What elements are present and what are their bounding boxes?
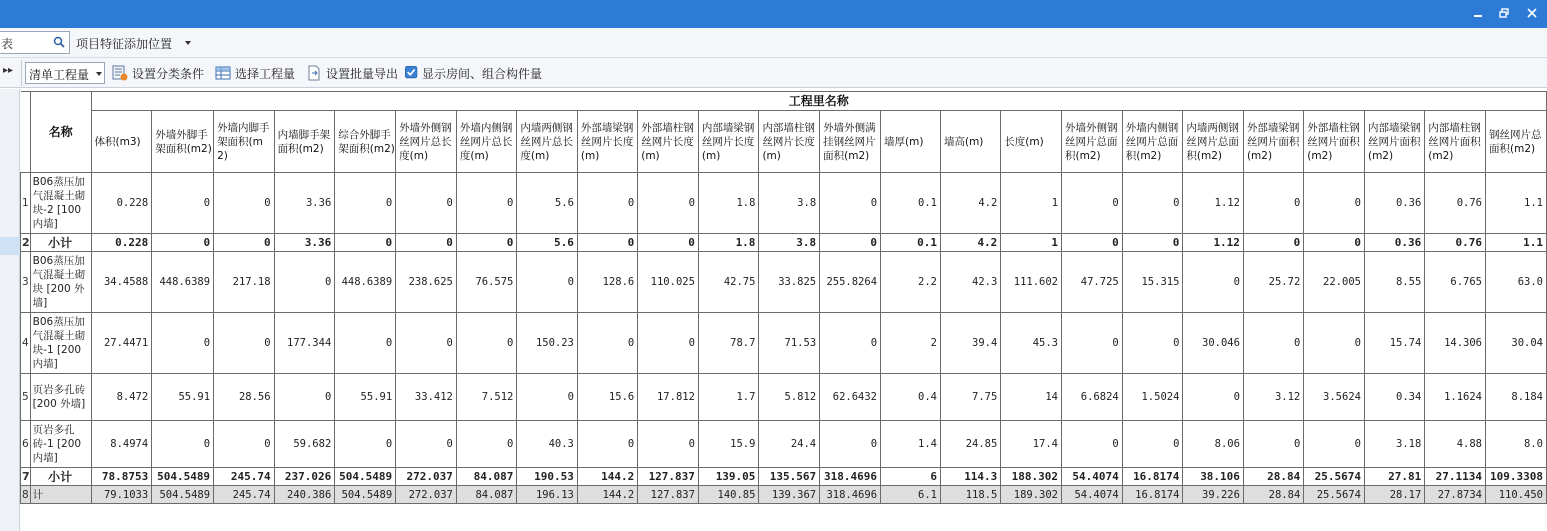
quantity-cell[interactable]: 0	[1243, 173, 1303, 234]
quantity-cell[interactable]: 245.74	[214, 468, 275, 486]
quantity-cell[interactable]: 54.4074	[1062, 486, 1123, 504]
quantity-cell[interactable]: 2.2	[881, 252, 941, 313]
quantity-cell[interactable]: 28.56	[214, 374, 275, 421]
quantity-cell[interactable]: 0	[1243, 313, 1303, 374]
quantity-cell[interactable]: 5.6	[517, 173, 578, 234]
search-icon[interactable]	[53, 36, 65, 48]
quantity-cell[interactable]: 8.4974	[91, 421, 152, 468]
header-row-columns	[21, 111, 1547, 173]
column-header[interactable]: 外部墙梁钢丝网片面积(m2)	[1243, 111, 1303, 173]
quantity-cell[interactable]: 0.34	[1364, 374, 1424, 421]
column-header[interactable]: 墙高(m)	[940, 111, 1000, 173]
quantity-cell[interactable]: 71.53	[759, 313, 820, 374]
quantity-cell[interactable]: 25.5674	[1304, 486, 1365, 504]
quantity-cell[interactable]: 0	[1183, 252, 1244, 313]
quantity-cell[interactable]: 0	[396, 421, 457, 468]
quantity-type-select[interactable]	[25, 62, 105, 84]
quantity-cell[interactable]: 139.367	[759, 486, 820, 504]
row-name-cell[interactable]: 页岩多孔砖 [200 外墙]	[30, 374, 91, 421]
quantity-cell[interactable]: 84.087	[456, 486, 517, 504]
quantity-cell[interactable]: 4.88	[1425, 421, 1486, 468]
quantity-cell[interactable]: 62.6432	[820, 374, 881, 421]
column-header[interactable]: 内部墙梁钢丝网片长度(m)	[698, 111, 759, 173]
quantity-cell[interactable]: 0	[335, 173, 396, 234]
quantity-cell[interactable]: 0	[820, 421, 881, 468]
row-name-cell[interactable]: B06蒸压加气混凝土砌块 [200 外墙]	[30, 252, 91, 313]
quantity-cell[interactable]: 63.0	[1486, 252, 1547, 313]
category-settings-icon	[112, 65, 128, 81]
quantity-table	[20, 91, 1547, 504]
quantity-cell[interactable]: 8.0	[1486, 421, 1547, 468]
quantity-cell[interactable]: 14.306	[1425, 313, 1486, 374]
row-number[interactable]: 5	[21, 374, 31, 421]
close-icon	[1527, 8, 1537, 18]
quantity-cell[interactable]: 47.725	[1062, 252, 1123, 313]
quantity-cell[interactable]: 0	[1243, 234, 1303, 252]
quantity-cell[interactable]: 15.315	[1122, 252, 1183, 313]
quantity-cell[interactable]: 39.226	[1183, 486, 1244, 504]
table-row[interactable]	[21, 374, 1547, 421]
quantity-cell[interactable]: 8.06	[1183, 421, 1244, 468]
quantity-toolbar	[0, 58, 1547, 88]
checkbox-checked-icon[interactable]	[405, 66, 419, 80]
column-header[interactable]: 体积(m3)	[91, 111, 152, 173]
table-row[interactable]	[21, 313, 1547, 374]
quantity-cell[interactable]: 27.81	[1364, 468, 1424, 486]
quantity-cell[interactable]: 0	[517, 374, 578, 421]
quantity-cell[interactable]: 55.91	[152, 374, 214, 421]
quantity-cell[interactable]: 217.18	[214, 252, 275, 313]
select-quantities-label: 选择工程量	[235, 66, 296, 81]
quantity-cell[interactable]: 245.74	[214, 486, 275, 504]
quantity-cell[interactable]: 0	[335, 313, 396, 374]
quantity-cell[interactable]: 8.184	[1486, 374, 1547, 421]
quantity-cell[interactable]: 27.1134	[1425, 468, 1486, 486]
quantity-cell[interactable]: 8.472	[91, 374, 152, 421]
quantity-group-header: 工程里名称	[91, 92, 1547, 111]
quantity-cell[interactable]: 17.4	[1001, 421, 1062, 468]
toolbar-divider	[21, 60, 22, 86]
quantity-cell[interactable]: 15.74	[1364, 313, 1424, 374]
export-icon	[306, 65, 322, 81]
minimize-button[interactable]	[1466, 4, 1490, 24]
quantity-cell[interactable]: 15.9	[698, 421, 759, 468]
quantity-cell[interactable]: 139.05	[698, 468, 759, 486]
column-header[interactable]: 内墙脚手架面积(m2)	[274, 111, 335, 173]
quantity-cell[interactable]: 0	[152, 421, 214, 468]
quantity-cell[interactable]: 78.7	[698, 313, 759, 374]
quantity-cell[interactable]: 0	[820, 234, 881, 252]
quantity-cell[interactable]: 0	[152, 173, 214, 234]
quantity-cell[interactable]: 1.1	[1486, 173, 1547, 234]
quantity-cell[interactable]: 135.567	[759, 468, 820, 486]
column-header[interactable]: 外部墙梁钢丝网片长度(m)	[577, 111, 637, 173]
quantity-cell[interactable]: 0	[335, 421, 396, 468]
select-quantities-button[interactable]	[215, 64, 295, 82]
quantity-cell[interactable]: 5.812	[759, 374, 820, 421]
column-header[interactable]: 墙厚(m)	[881, 111, 941, 173]
quantity-cell[interactable]: 140.85	[698, 486, 759, 504]
table-row[interactable]	[21, 421, 1547, 468]
quantity-cell[interactable]: 6.6824	[1062, 374, 1123, 421]
quantity-cell[interactable]: 22.005	[1304, 252, 1365, 313]
show-rooms-checkbox[interactable]	[405, 64, 542, 82]
column-header[interactable]: 外墙外脚手架面积(m2)	[152, 111, 214, 173]
quantity-cell[interactable]: 318.4696	[820, 468, 881, 486]
row-name-cell[interactable]: 小计	[30, 234, 91, 252]
quantity-cell[interactable]: 318.4696	[820, 486, 881, 504]
quantity-cell[interactable]: 6.765	[1425, 252, 1486, 313]
quantity-cell[interactable]: 2	[881, 313, 941, 374]
quantity-cell[interactable]: 0.36	[1364, 234, 1424, 252]
quantity-cell[interactable]: 504.5489	[152, 468, 214, 486]
quantity-cell[interactable]: 7.512	[456, 374, 517, 421]
quantity-cell[interactable]: 0	[638, 234, 699, 252]
set-batch-export-button[interactable]	[306, 64, 398, 82]
quantity-cell[interactable]: 4.2	[940, 173, 1000, 234]
quantity-cell[interactable]: 34.4588	[91, 252, 152, 313]
search-input[interactable]	[0, 31, 70, 54]
quantity-cell[interactable]: 3.18	[1364, 421, 1424, 468]
quantity-cell[interactable]: 0	[456, 173, 517, 234]
quantity-cell[interactable]: 42.75	[698, 252, 759, 313]
quantity-cell[interactable]: 3.8	[759, 234, 820, 252]
quantity-cell[interactable]: 272.037	[396, 486, 457, 504]
quantity-cell[interactable]: 0	[1062, 173, 1123, 234]
quantity-cell[interactable]: 84.087	[456, 468, 517, 486]
restore-button[interactable]	[1492, 4, 1516, 24]
column-header[interactable]: 外墙外侧满挂钢丝网片面积(m2)	[820, 111, 881, 173]
quantity-cell[interactable]: 0	[1183, 374, 1244, 421]
quantity-cell[interactable]: 0	[396, 173, 457, 234]
left-panel-gutter	[0, 89, 20, 531]
feature-position-dropdown[interactable]: 项目特征添加位置	[76, 37, 173, 51]
show-rooms-label: 显示房间、组合构件量	[422, 66, 543, 81]
column-header[interactable]: 外部墙柱钢丝网片面积(m2)	[1304, 111, 1365, 173]
quantity-cell[interactable]: 0	[577, 234, 637, 252]
quantity-cell[interactable]: 3.12	[1243, 374, 1303, 421]
row-number-header	[21, 92, 31, 173]
close-button[interactable]	[1520, 4, 1544, 24]
row-number[interactable]: 8	[21, 486, 31, 504]
quantity-cell[interactable]: 0	[335, 234, 396, 252]
column-header[interactable]: 内部墙梁钢丝网片面积(m2)	[1364, 111, 1424, 173]
quantity-cell[interactable]: 127.837	[638, 486, 699, 504]
quantity-cell[interactable]: 504.5489	[335, 468, 396, 486]
quantity-cell[interactable]: 78.8753	[91, 468, 152, 486]
quantity-cell[interactable]: 28.84	[1243, 486, 1303, 504]
quantity-cell[interactable]: 24.4	[759, 421, 820, 468]
quantity-cell[interactable]: 6	[881, 468, 941, 486]
quantity-cell[interactable]: 59.682	[274, 421, 335, 468]
quantity-cell[interactable]: 504.5489	[152, 486, 214, 504]
quantity-cell[interactable]: 0	[1304, 234, 1365, 252]
quantity-cell[interactable]: 0	[274, 374, 335, 421]
quantity-cell[interactable]: 38.106	[1183, 468, 1244, 486]
quantity-cell[interactable]: 25.72	[1243, 252, 1303, 313]
quantity-cell[interactable]: 0	[1122, 173, 1183, 234]
quantity-cell[interactable]: 150.23	[517, 313, 578, 374]
row-name-cell[interactable]: B06蒸压加气混凝土砌块-1 [200 内墙]	[30, 313, 91, 374]
quantity-cell[interactable]: 196.13	[517, 486, 578, 504]
quantity-cell[interactable]: 27.4471	[91, 313, 152, 374]
quantity-cell[interactable]: 0	[517, 252, 578, 313]
quantity-cell[interactable]: 1.1624	[1425, 374, 1486, 421]
quantity-cell[interactable]: 1.12	[1183, 173, 1244, 234]
expand-panel-icon[interactable]: ▸▸	[3, 65, 14, 76]
quantity-cell[interactable]: 448.6389	[152, 252, 214, 313]
quantity-cell[interactable]: 128.6	[577, 252, 637, 313]
quantity-cell[interactable]: 0.1	[881, 234, 941, 252]
quantity-cell[interactable]: 3.36	[274, 234, 335, 252]
quantity-cell[interactable]: 0	[1062, 234, 1123, 252]
quantity-cell[interactable]: 14	[1001, 374, 1062, 421]
column-header[interactable]: 外部墙柱钢丝网片长度(m)	[638, 111, 699, 173]
quantity-cell[interactable]: 3.36	[274, 173, 335, 234]
quantity-cell[interactable]: 0.36	[1364, 173, 1424, 234]
quantity-cell[interactable]: 55.91	[335, 374, 396, 421]
row-number[interactable]: 1	[21, 173, 31, 234]
row-number[interactable]: 4	[21, 313, 31, 374]
quantity-cell[interactable]: 7.75	[940, 374, 1000, 421]
quantity-cell[interactable]: 238.625	[396, 252, 457, 313]
quantity-cell[interactable]: 0	[396, 234, 457, 252]
quantity-grid	[20, 91, 1547, 504]
quantity-cell[interactable]: 0	[1122, 421, 1183, 468]
quantity-cell[interactable]: 272.037	[396, 468, 457, 486]
header-row-group	[21, 92, 1547, 111]
column-header[interactable]: 内墙两侧钢丝网片总长度(m)	[517, 111, 578, 173]
column-header[interactable]: 钢丝网片总面积(m2)	[1486, 111, 1547, 173]
table-row[interactable]	[21, 252, 1547, 313]
quantity-cell[interactable]: 0	[1122, 313, 1183, 374]
quantity-cell[interactable]: 45.3	[1001, 313, 1062, 374]
quantity-cell[interactable]: 0.4	[881, 374, 941, 421]
column-header[interactable]: 内墙两侧钢丝网片总面积(m2)	[1183, 111, 1244, 173]
quantity-cell[interactable]: 30.046	[1183, 313, 1244, 374]
quantity-cell[interactable]: 1.1	[1486, 234, 1547, 252]
quantity-cell[interactable]: 0	[456, 313, 517, 374]
quantity-cell[interactable]: 24.85	[940, 421, 1000, 468]
quantity-cell[interactable]: 0.76	[1425, 234, 1486, 252]
set-batch-export-label: 设置批量导出	[326, 66, 399, 81]
quantity-cell[interactable]: 0	[214, 313, 275, 374]
row-number[interactable]: 6	[21, 421, 31, 468]
quantity-cell[interactable]: 190.53	[517, 468, 578, 486]
quantity-cell[interactable]: 25.5674	[1304, 468, 1365, 486]
quantity-cell[interactable]: 1	[1001, 173, 1062, 234]
quantity-cell[interactable]: 127.837	[638, 468, 699, 486]
row-number[interactable]: 7	[21, 468, 31, 486]
row-name-cell[interactable]: 小计	[30, 468, 91, 486]
set-category-conditions-label: 设置分类条件	[132, 66, 205, 81]
row-name-cell[interactable]: 计	[30, 486, 91, 504]
quantity-cell[interactable]: 16.8174	[1122, 486, 1183, 504]
quantity-cell[interactable]: 1.8	[698, 173, 759, 234]
quantity-cell[interactable]: 0	[1304, 313, 1365, 374]
table-row[interactable]	[21, 234, 1547, 252]
column-header[interactable]: 外墙外侧钢丝网片总长度(m)	[396, 111, 457, 173]
quantity-cell[interactable]: 8.55	[1364, 252, 1424, 313]
quantity-type-value: 清单工程量	[29, 68, 90, 82]
quantity-cell[interactable]: 42.3	[940, 252, 1000, 313]
quantity-cell[interactable]: 109.3308	[1486, 468, 1547, 486]
quantity-cell[interactable]: 0	[1304, 421, 1365, 468]
quantity-cell[interactable]: 144.2	[577, 468, 637, 486]
minimize-icon	[1473, 8, 1483, 18]
row-number[interactable]: 2	[21, 234, 31, 252]
quantity-cell[interactable]: 3.5624	[1304, 374, 1365, 421]
quantity-cell[interactable]: 0	[152, 313, 214, 374]
quantity-cell[interactable]: 0	[577, 421, 637, 468]
quantity-cell[interactable]: 240.386	[274, 486, 335, 504]
quantity-cell[interactable]: 0	[396, 313, 457, 374]
quantity-cell[interactable]: 0	[1243, 421, 1303, 468]
column-header[interactable]: 内部墙柱钢丝网片长度(m)	[759, 111, 820, 173]
quantity-cell[interactable]: 255.8264	[820, 252, 881, 313]
table-row[interactable]	[21, 173, 1547, 234]
quantity-cell[interactable]: 0	[1304, 173, 1365, 234]
table-select-icon	[215, 65, 231, 81]
quantity-cell[interactable]: 0	[152, 234, 214, 252]
quantity-cell[interactable]: 33.412	[396, 374, 457, 421]
quantity-cell[interactable]: 1	[1001, 234, 1062, 252]
quantity-cell[interactable]: 110.450	[1486, 486, 1547, 504]
column-header[interactable]: 外墙内侧钢丝网片总长度(m)	[456, 111, 517, 173]
quantity-cell[interactable]: 0	[577, 173, 637, 234]
quantity-cell[interactable]: 189.302	[1001, 486, 1062, 504]
quantity-cell[interactable]: 114.3	[940, 468, 1000, 486]
quantity-cell[interactable]: 28.84	[1243, 468, 1303, 486]
quantity-cell[interactable]: 28.17	[1364, 486, 1424, 504]
quantity-cell[interactable]: 33.825	[759, 252, 820, 313]
quantity-cell[interactable]: 0	[577, 313, 637, 374]
quantity-cell[interactable]: 30.04	[1486, 313, 1547, 374]
quantity-cell[interactable]: 0.228	[91, 234, 152, 252]
quantity-cell[interactable]: 0	[638, 313, 699, 374]
quantity-cell[interactable]: 4.2	[940, 234, 1000, 252]
quantity-cell[interactable]: 504.5489	[335, 486, 396, 504]
selected-row-marker	[0, 237, 20, 255]
quantity-cell[interactable]: 0	[214, 234, 275, 252]
search-input-value: 表	[1, 37, 14, 51]
quantity-cell[interactable]: 40.3	[517, 421, 578, 468]
quantity-cell[interactable]: 0	[820, 173, 881, 234]
quantity-cell[interactable]: 237.026	[274, 468, 335, 486]
quantity-cell[interactable]: 0	[1062, 421, 1123, 468]
quantity-cell[interactable]: 0	[638, 173, 699, 234]
quantity-cell[interactable]: 0	[1122, 234, 1183, 252]
restore-icon	[1499, 8, 1509, 18]
quantity-cell[interactable]: 0	[1062, 313, 1123, 374]
column-header[interactable]: 长度(m)	[1001, 111, 1062, 173]
quantity-cell[interactable]: 76.575	[456, 252, 517, 313]
quantity-cell[interactable]: 1.12	[1183, 234, 1244, 252]
quantity-cell[interactable]: 79.1033	[91, 486, 152, 504]
quantity-cell[interactable]: 0	[274, 252, 335, 313]
quantity-cell[interactable]: 0.228	[91, 173, 152, 234]
name-column-header[interactable]: 名称	[30, 92, 91, 173]
chevron-down-icon	[96, 72, 102, 76]
column-header[interactable]: 外墙外侧钢丝网片总面积(m2)	[1062, 111, 1123, 173]
quantity-cell[interactable]: 17.812	[638, 374, 699, 421]
quantity-cell[interactable]: 39.4	[940, 313, 1000, 374]
quantity-cell[interactable]: 144.2	[577, 486, 637, 504]
row-name-cell[interactable]: 页岩多孔砖-1 [200 内墙]	[30, 421, 91, 468]
quantity-cell[interactable]: 448.6389	[335, 252, 396, 313]
quantity-cell[interactable]: 0.1	[881, 173, 941, 234]
quantity-cell[interactable]: 1.5024	[1122, 374, 1183, 421]
quantity-cell[interactable]: 0	[214, 173, 275, 234]
column-header[interactable]: 综合外脚手架面积(m2)	[335, 111, 396, 173]
quantity-cell[interactable]: 1.4	[881, 421, 941, 468]
quantity-cell[interactable]: 0	[214, 421, 275, 468]
top-toolbar	[0, 28, 1547, 58]
quantity-cell[interactable]: 188.302	[1001, 468, 1062, 486]
quantity-cell[interactable]: 177.344	[274, 313, 335, 374]
row-name-cell[interactable]: B06蒸压加气混凝土砌块-2 [100 内墙]	[30, 173, 91, 234]
column-header[interactable]: 外墙内脚手架面积(m2)	[214, 111, 275, 173]
chevron-down-icon[interactable]	[185, 41, 191, 45]
quantity-cell[interactable]: 1.7	[698, 374, 759, 421]
quantity-cell[interactable]: 110.025	[638, 252, 699, 313]
quantity-cell[interactable]: 16.8174	[1122, 468, 1183, 486]
quantity-cell[interactable]: 5.6	[517, 234, 578, 252]
table-row[interactable]	[21, 468, 1547, 486]
quantity-cell[interactable]: 0.76	[1425, 173, 1486, 234]
title-bar	[0, 0, 1547, 28]
table-row[interactable]	[21, 486, 1547, 504]
quantity-cell[interactable]: 6.1	[881, 486, 941, 504]
quantity-cell[interactable]: 1.8	[698, 234, 759, 252]
row-number[interactable]: 3	[21, 252, 31, 313]
quantity-cell[interactable]: 0	[456, 421, 517, 468]
quantity-cell[interactable]: 0	[638, 421, 699, 468]
quantity-cell[interactable]: 118.5	[940, 486, 1000, 504]
quantity-cell[interactable]: 111.602	[1001, 252, 1062, 313]
column-header[interactable]: 内部墙柱钢丝网片面积(m2)	[1425, 111, 1486, 173]
quantity-cell[interactable]: 3.8	[759, 173, 820, 234]
quantity-cell[interactable]: 0	[820, 313, 881, 374]
quantity-cell[interactable]: 0	[456, 234, 517, 252]
set-category-conditions-button[interactable]	[112, 64, 204, 82]
quantity-cell[interactable]: 15.6	[577, 374, 637, 421]
quantity-cell[interactable]: 54.4074	[1062, 468, 1123, 486]
quantity-cell[interactable]: 27.8734	[1425, 486, 1486, 504]
column-header[interactable]: 外墙内侧钢丝网片总面积(m2)	[1122, 111, 1183, 173]
